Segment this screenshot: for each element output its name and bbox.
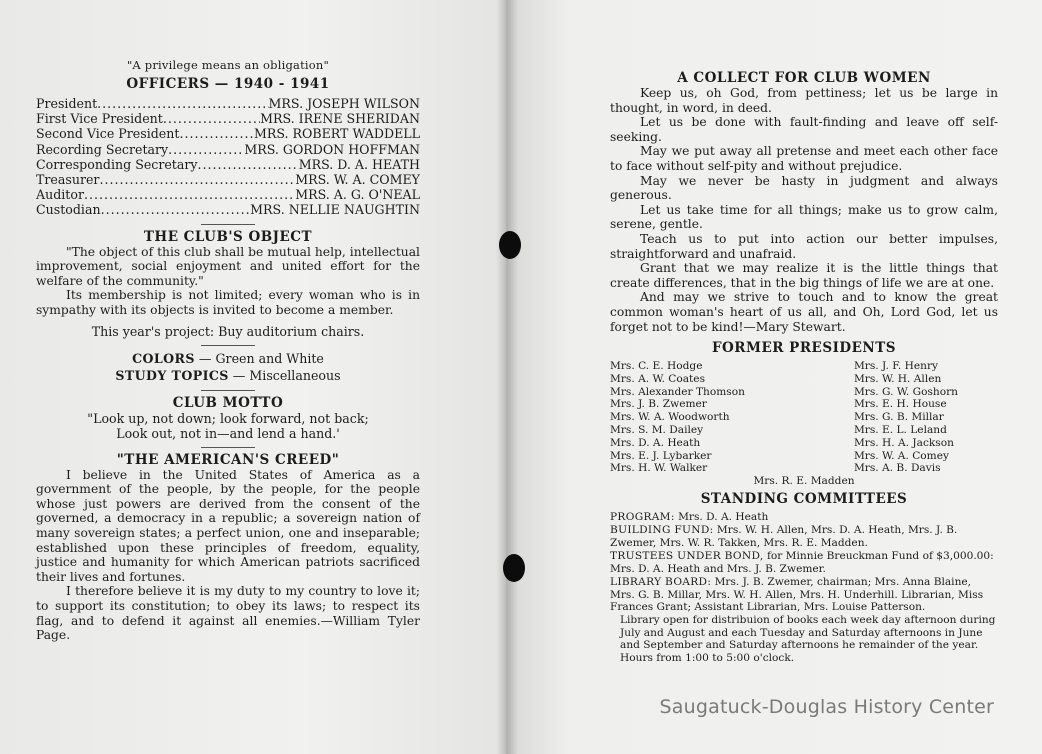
divider (201, 390, 255, 391)
punch-hole (499, 231, 521, 259)
study-topics-line: STUDY TOPICS — Miscellaneous (115, 367, 341, 383)
collect-line: May we put away all pretense and meet each other face to face without self-pity and without prejudice. (610, 144, 998, 173)
library-hours: Library open for distribuion of books each week day afternoon during July and August and each Tuesday and Saturday afternoons in June and September and Saturday afternoons he remainder of the year. Hours from 1:00 to 5:00 o'clock. (620, 614, 996, 664)
divider (201, 345, 255, 346)
colors-line: COLORS — Green and White (132, 350, 324, 366)
collect-line: Let us take time for all things; make us to grow calm, serene, gentle. (610, 202, 998, 232)
officer-row: President ..... MRS. JOSEPH WILSON (36, 96, 420, 111)
binding-gutter (496, 0, 518, 754)
officers-heading: OFFICERS — 1940 - 1941 (126, 76, 330, 92)
list-item: Mrs. W. A. Woodworth (610, 411, 730, 424)
collect-line: Keep us, oh God, from pettiness; let us be large in thought, in word, in deed. (610, 86, 998, 115)
list-item: Mrs. J. F. Henry (853, 360, 939, 373)
list-item: Mrs. E. H. House (853, 398, 947, 411)
membership-text: Its membership is not limited; every woman who is in sympathy with its objects is invited to become a member. (36, 288, 420, 317)
list-item: Mrs. A. B. Davis (853, 462, 941, 475)
collect-line: And may we strive to touch and to know the great common woman's heart of us all, and Oh, Lord God, let us forget not to be kind!—Mary Stewart. (610, 290, 998, 334)
watermark: Saugatuck-Douglas History Center (659, 696, 994, 718)
tagline: "A privilege means an obligation" (126, 58, 330, 72)
list-item: Mrs. G. B. Millar (853, 411, 944, 424)
committee-item: LIBRARY BOARD: Mrs. J. B. Zwemer, chairman; Mrs. Anna Blaine, Mrs. G. B. Millar, Mrs. W. H. Allen, Mrs. H. Underhill. Librarian, Miss Frances Grant; Assistant Librarian, Mrs. Louise Patterson. (610, 576, 984, 613)
collect-line: Grant that we may realize it is the little things that create differences, that in the big things of life we are at one. (610, 261, 998, 290)
list-item: Mrs. A. W. Coates (610, 372, 706, 385)
motto-line-2: Look out, not in—and lend a hand.' (116, 425, 340, 441)
project-text: This year's project: Buy auditorium chairs. (91, 323, 365, 339)
officers-list (36, 96, 420, 218)
former-presidents-heading: FORMER PRESIDENTS (711, 340, 897, 357)
officer-row: Custodian ..... MRS. NELLIE NAUGHTIN (36, 202, 420, 217)
list-item: Mrs. H. A. Jackson (853, 436, 954, 449)
club-object-heading: THE CLUB'S OBJECT (143, 228, 313, 245)
club-object-text: "The object of this club shall be mutual help, intellectual improvement, social enjoyment and united effort for the welfare of the community." (36, 244, 420, 288)
divider (201, 447, 255, 448)
list-item: Mrs. D. A. Heath (610, 436, 701, 449)
list-item: Mrs. Alexander Thomson (610, 385, 745, 398)
presidents-column-1 (610, 360, 745, 475)
collect-heading: A COLLECT FOR CLUB WOMEN (677, 70, 931, 86)
club-motto-heading: CLUB MOTTO (172, 394, 284, 411)
divider (201, 224, 255, 225)
motto-line-1: "Look up, not down; look forward, not back; (87, 410, 369, 426)
list-item: Mrs. J. B. Zwemer (610, 398, 707, 411)
list-item: Mrs. W. H. Allen (853, 372, 942, 385)
committee-item: TRUSTEES UNDER BOND, for Minnie Breuckman Fund of $3,000.00: Mrs. D. A. Heath and Mrs. J. B. Zwemer. (610, 550, 994, 575)
punch-hole (503, 554, 525, 582)
standing-committees-heading: STANDING COMMITTEES (700, 491, 908, 508)
officer-row: Recording Secretary ..... MRS. GORDON HOFFMAN (36, 142, 420, 157)
list-item: Mrs. G. W. Goshorn (853, 385, 958, 398)
list-item: Mrs. E. L. Leland (853, 424, 947, 437)
list-item: Mrs. R. E. Madden (753, 475, 855, 488)
officer-row: First Vice President ..... MRS. IRENE SHERIDAN (36, 111, 420, 126)
committee-item: PROGRAM: Mrs. D. A. Heath (610, 511, 769, 524)
collect-line: Let us be done with fault-finding and leave off self-seeking. (610, 115, 998, 144)
list-item: Mrs. C. E. Hodge (610, 360, 703, 373)
officer-row: Treasurer ..... MRS. W. A. COMEY (36, 172, 420, 187)
left-page (0, 0, 506, 754)
collect-line: May we never be hasty in judgment and always generous. (610, 173, 998, 203)
list-item: Mrs. E. J. Lybarker (610, 449, 712, 462)
list-item: Mrs. S. M. Dailey (610, 424, 704, 437)
presidents-column-2 (854, 360, 998, 475)
creed-paragraph-2: I therefore believe it is my duty to my country to love it; to support its constitution; to obey its laws; to respect its flag, and to defend it against all enemies.—William Tyler Page. (36, 584, 420, 643)
committees-list (610, 511, 998, 664)
committee-item: BUILDING FUND: Mrs. W. H. Allen, Mrs. D. A. Heath, Mrs. J. B. Zwemer, Mrs. W. R. Takken, Mrs. R. E. Madden. (610, 524, 958, 549)
collect-line: Teach us to put into action our better impulses, straightforward and unafraid. (610, 231, 998, 261)
american-creed-heading: "THE AMERICAN'S CREED" (116, 451, 340, 468)
creed-paragraph-1: I believe in the United States of America as a government of the people, by the people, for the people whose just powers are derived from the consent of the governed, a democracy in a republic; a sovereign nation of many sovereign states; a perfect union, one and inseparable; established upon these principles of freedom, equality, justice and humanity for which American patriots sacrificed their lives and fortunes. (36, 467, 420, 584)
officer-row: Corresponding Secretary ..... MRS. D. A. HEATH (36, 157, 420, 172)
list-item: Mrs. W. A. Comey (853, 449, 949, 462)
officer-row: Second Vice President ..... MRS. ROBERT WADDELL (36, 126, 420, 141)
officer-row: Auditor ..... MRS. A. G. O'NEAL (36, 187, 420, 202)
right-page (506, 0, 1042, 754)
list-item: Mrs. H. W. Walker (610, 462, 708, 475)
former-presidents-list (610, 360, 998, 475)
